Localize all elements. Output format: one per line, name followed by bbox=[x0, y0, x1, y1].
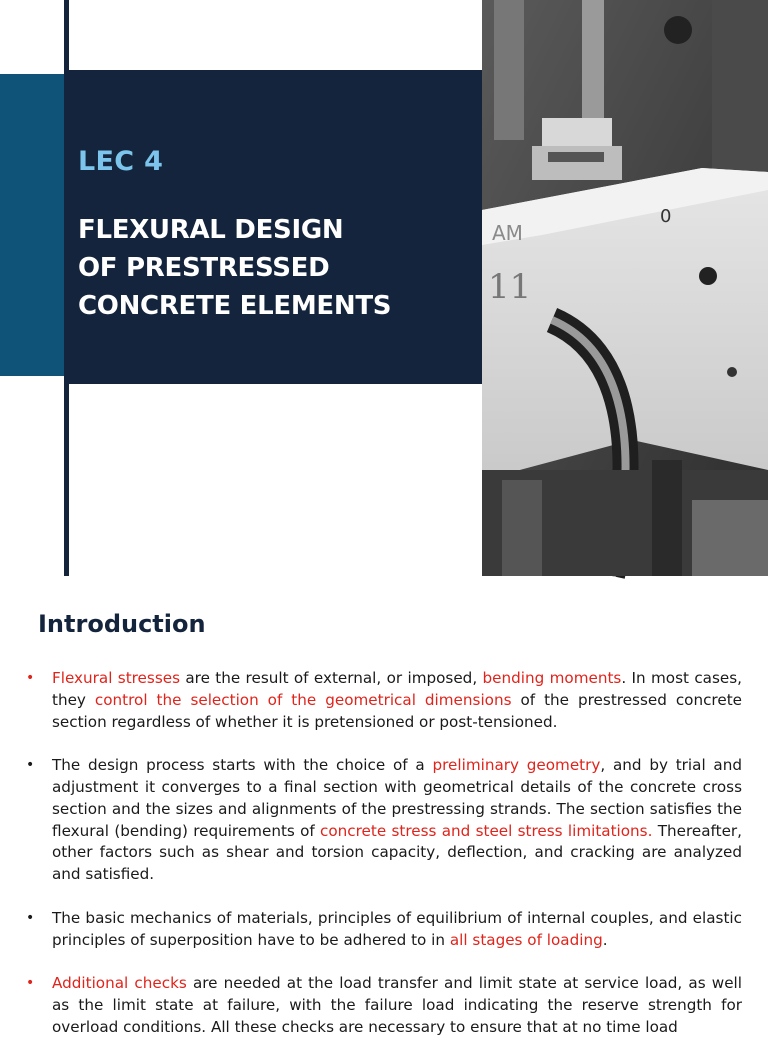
bullet-item bbox=[26, 668, 742, 733]
highlighted-text: concrete stress and steel stress limitations. bbox=[320, 821, 653, 840]
introduction-heading: Introduction bbox=[38, 610, 206, 638]
bullet-item bbox=[26, 973, 742, 1038]
introduction-bullet-list bbox=[26, 668, 742, 1060]
highlighted-text: control the selection of the geometrical dimensions bbox=[94, 690, 512, 709]
beam-mark-am: AM bbox=[492, 221, 523, 245]
body-text: , and by trial and adjustment it converges to a final section with geometrical details of the concrete cross section and the sizes and alignments of the prestressing strands. The section satisfies the flexural (bending) requirements of bbox=[52, 756, 743, 840]
beam-mark-11: 11 bbox=[488, 267, 532, 307]
highlighted-text: Flexural stresses bbox=[52, 669, 180, 687]
body-text: Thereafter, other factors such as shear and torsion capacity, deflection, and cracking are analyzed and satisfied. bbox=[52, 821, 742, 884]
body-text: are the result of external, or imposed, bbox=[179, 669, 483, 687]
highlighted-text: all stages of loading bbox=[449, 930, 603, 949]
body-text: of the prestressed concrete section regardless of whether it is pretensioned or post-tensioned. bbox=[52, 690, 742, 731]
bullet-dot-icon: • bbox=[26, 670, 35, 686]
body-text: The design process starts with the choice of a bbox=[52, 756, 433, 775]
highlighted-text: Additional checks bbox=[52, 974, 187, 993]
teal-accent-bar bbox=[0, 74, 64, 376]
body-text: are needed at the load transfer and limit state at service load, as well as the limit state at failure, with the failure load indicating the reserve strength for overload conditions. All these checks are necessary to ensure that at no time load bbox=[52, 974, 742, 1036]
title-line-2: OF PRESTRESSED bbox=[78, 253, 330, 283]
bullet-item bbox=[26, 755, 742, 886]
highlighted-text: preliminary geometry bbox=[432, 756, 601, 775]
bullet-dot-icon: • bbox=[26, 757, 35, 774]
body-text: The basic mechanics of materials, principles of equilibrium of internal couples, and elastic principles of superposition have to be adhered to in bbox=[52, 908, 742, 949]
title-line-3: CONCRETE ELEMENTS bbox=[78, 291, 392, 321]
bullet-item bbox=[26, 908, 742, 952]
bullet-dot-icon: • bbox=[26, 975, 35, 992]
body-text: . bbox=[602, 930, 608, 949]
lecture-label: LEC 4 bbox=[78, 146, 164, 177]
beam-test-photo bbox=[482, 0, 768, 576]
body-text: . In most cases, they bbox=[52, 669, 742, 709]
beam-mark-0: 0 bbox=[660, 206, 672, 227]
bullet-dot-icon: • bbox=[26, 909, 35, 926]
title-line-1: FLEXURAL DESIGN bbox=[78, 215, 344, 245]
highlighted-text: bending moments bbox=[482, 669, 622, 687]
